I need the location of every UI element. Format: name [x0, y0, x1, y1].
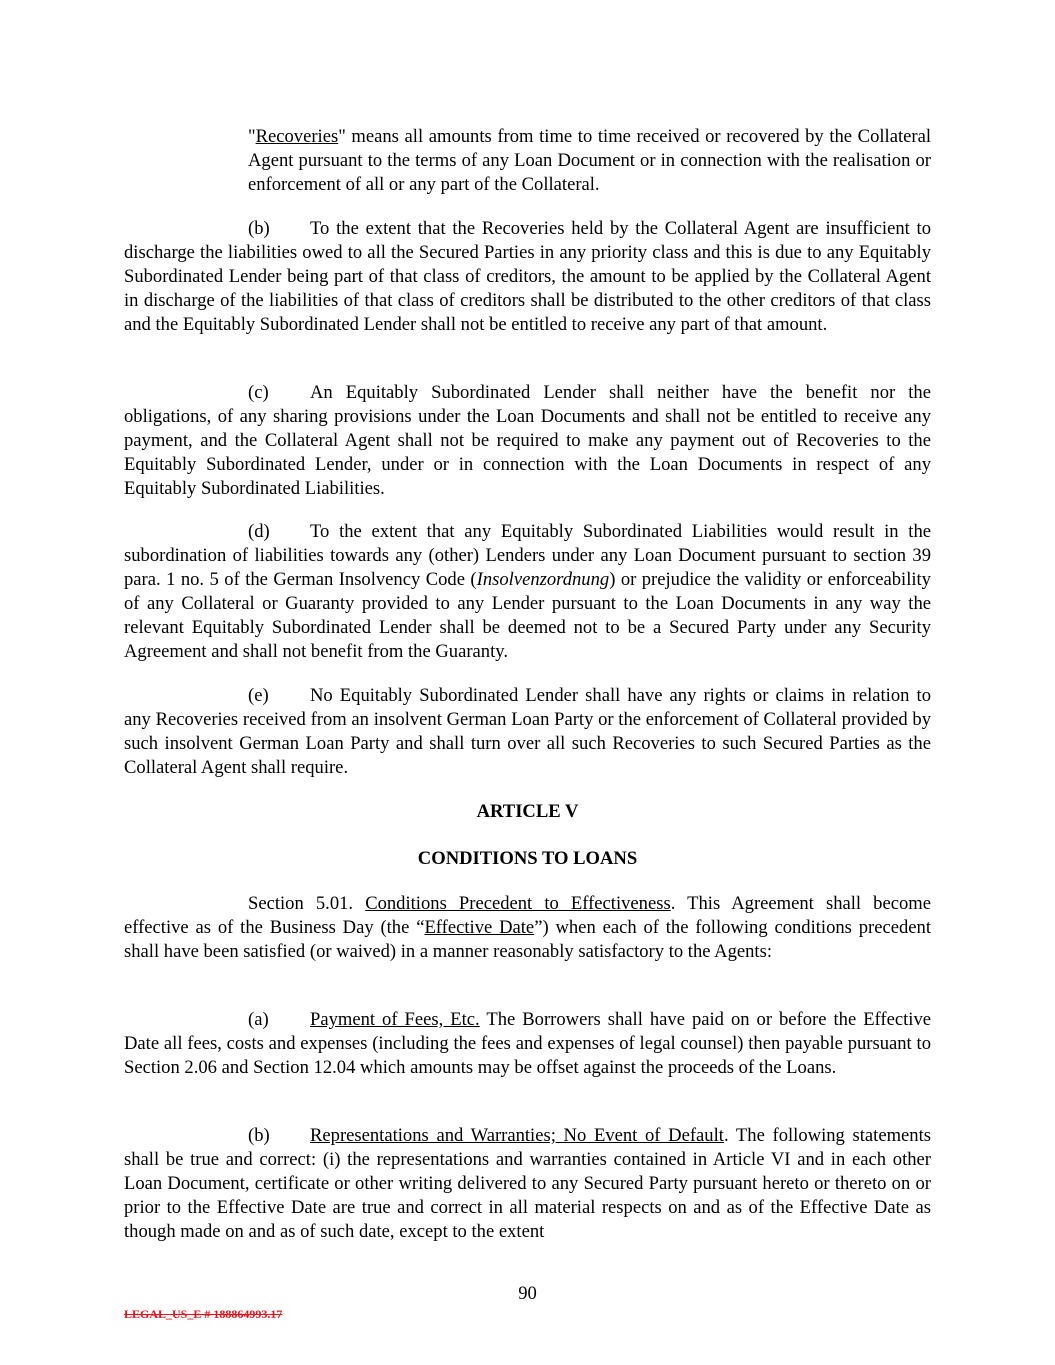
- condition-heading: Payment of Fees, Etc.: [310, 1009, 480, 1030]
- section-number: Section 5.01.: [248, 893, 354, 914]
- clause-text: No Equitably Subordinated Lender shall have any rights or claims in relation to any Recoveries received from an insolvent German Loan Party or the enforcement of Collateral provided by such insolvent German Loan Party and shall turn over all such Recoveries to such Secured Parties as the Collateral Agent shall require.: [124, 685, 931, 778]
- defined-term-recoveries: Recoveries: [255, 126, 339, 147]
- clause-label: (d): [248, 521, 270, 542]
- condition-b: [124, 1124, 931, 1244]
- section-heading: Conditions Precedent to Effectiveness: [365, 893, 671, 914]
- article-title: CONDITIONS TO LOANS: [417, 848, 638, 869]
- condition-label: (b): [248, 1125, 270, 1146]
- clause-e: [124, 684, 931, 780]
- defined-term-effective-date: Effective Date: [424, 917, 535, 938]
- clause-text: An Equitably Subordinated Lender shall neither have the benefit nor the obligations, of any sharing provisions under the Loan Documents and shall not be entitled to receive any payment, and the Collateral Agent shall not be required to make any payment out of Recoveries to the Equitably Subordinated Lender, under or in connection with the Loan Documents in respect of any Equitably Subordinated Liabilities.: [124, 382, 931, 499]
- definition-recoveries: [248, 125, 931, 197]
- section-text-cont: ”) when each of the following conditions precedent shall have been satisfied (or waived) in a manner reasonably satisfactory to the Agents:: [124, 917, 932, 962]
- condition-text: The Borrowers shall have paid on or before the Effective Date all fees, costs and expenses (including the fees and expenses of legal counsel) then payable pursuant to Section 2.06 and Section 12.04 which amounts may be offset against the proceeds of the Loans.: [124, 1009, 931, 1078]
- section-text: . This Agreement shall become effective as of the Business Day (the “: [124, 893, 931, 938]
- definition-body: " means all amounts from time to time received or recovered by the Collateral Agent pursuant to the terms of any Loan Document or in connection with the realisation or enforcement of all or any part of the Collateral.: [248, 126, 931, 195]
- page-number: 90: [518, 1283, 537, 1304]
- clause-text: To the extent that the Recoveries held by the Collateral Agent are insufficient to discharge the liabilities owed to all the Secured Parties in any priority class and this is due to any Equitably Subordinated Lender being part of that class of creditors, the amount to be applied by the Collateral Agent in discharge of the liabilities of that class of creditors shall be distributed to the other creditors of that class and the Equitably Subordinated Lender shall not be entitled to receive any part of that amount.: [124, 218, 931, 335]
- clause-label: (e): [248, 685, 269, 706]
- condition-text: . The following statements shall be true and correct: (i) the representations and warranties contained in Article VI and in each other Loan Document, certificate or other writing delivered to any Secured Party pursuant hereto or thereto on or prior to the Effective Date are true and correct in all material respects on and as of the Effective Date as though made on and as of such date, except to the extent: [124, 1125, 931, 1242]
- italic-term-insolvenzordnung: Insolvenzordnung: [476, 569, 610, 590]
- clause-b: [124, 217, 931, 337]
- clause-label: (c): [248, 382, 269, 403]
- section-5-01: [124, 892, 931, 964]
- condition-a: [124, 1008, 931, 1080]
- clause-c: [124, 381, 931, 501]
- open-quote: ": [248, 126, 256, 147]
- document-id-footer: LEGAL_US_E # 188864993.17: [124, 1307, 283, 1321]
- condition-label: (a): [248, 1009, 269, 1030]
- clause-text-cont: ) or prejudice the validity or enforceability of any Collateral or Guaranty provided to any Lender pursuant to the Loan Documents in any way the relevant Equitably Subordinated Lender shall be deemed not to be a Secured Party under any Security Agreement and shall not benefit from the Guaranty.: [124, 569, 931, 662]
- condition-heading: Representations and Warranties; No Event of Default: [310, 1125, 724, 1146]
- clause-d: [124, 520, 931, 664]
- clause-label: (b): [248, 218, 270, 239]
- article-number: ARTICLE V: [476, 801, 579, 822]
- clause-text: To the extent that any Equitably Subordinated Liabilities would result in the subordination of liabilities towards any (other) Lenders under any Loan Document pursuant to section 39 para. 1 no. 5 of the German Insolvency Code (: [124, 521, 931, 590]
